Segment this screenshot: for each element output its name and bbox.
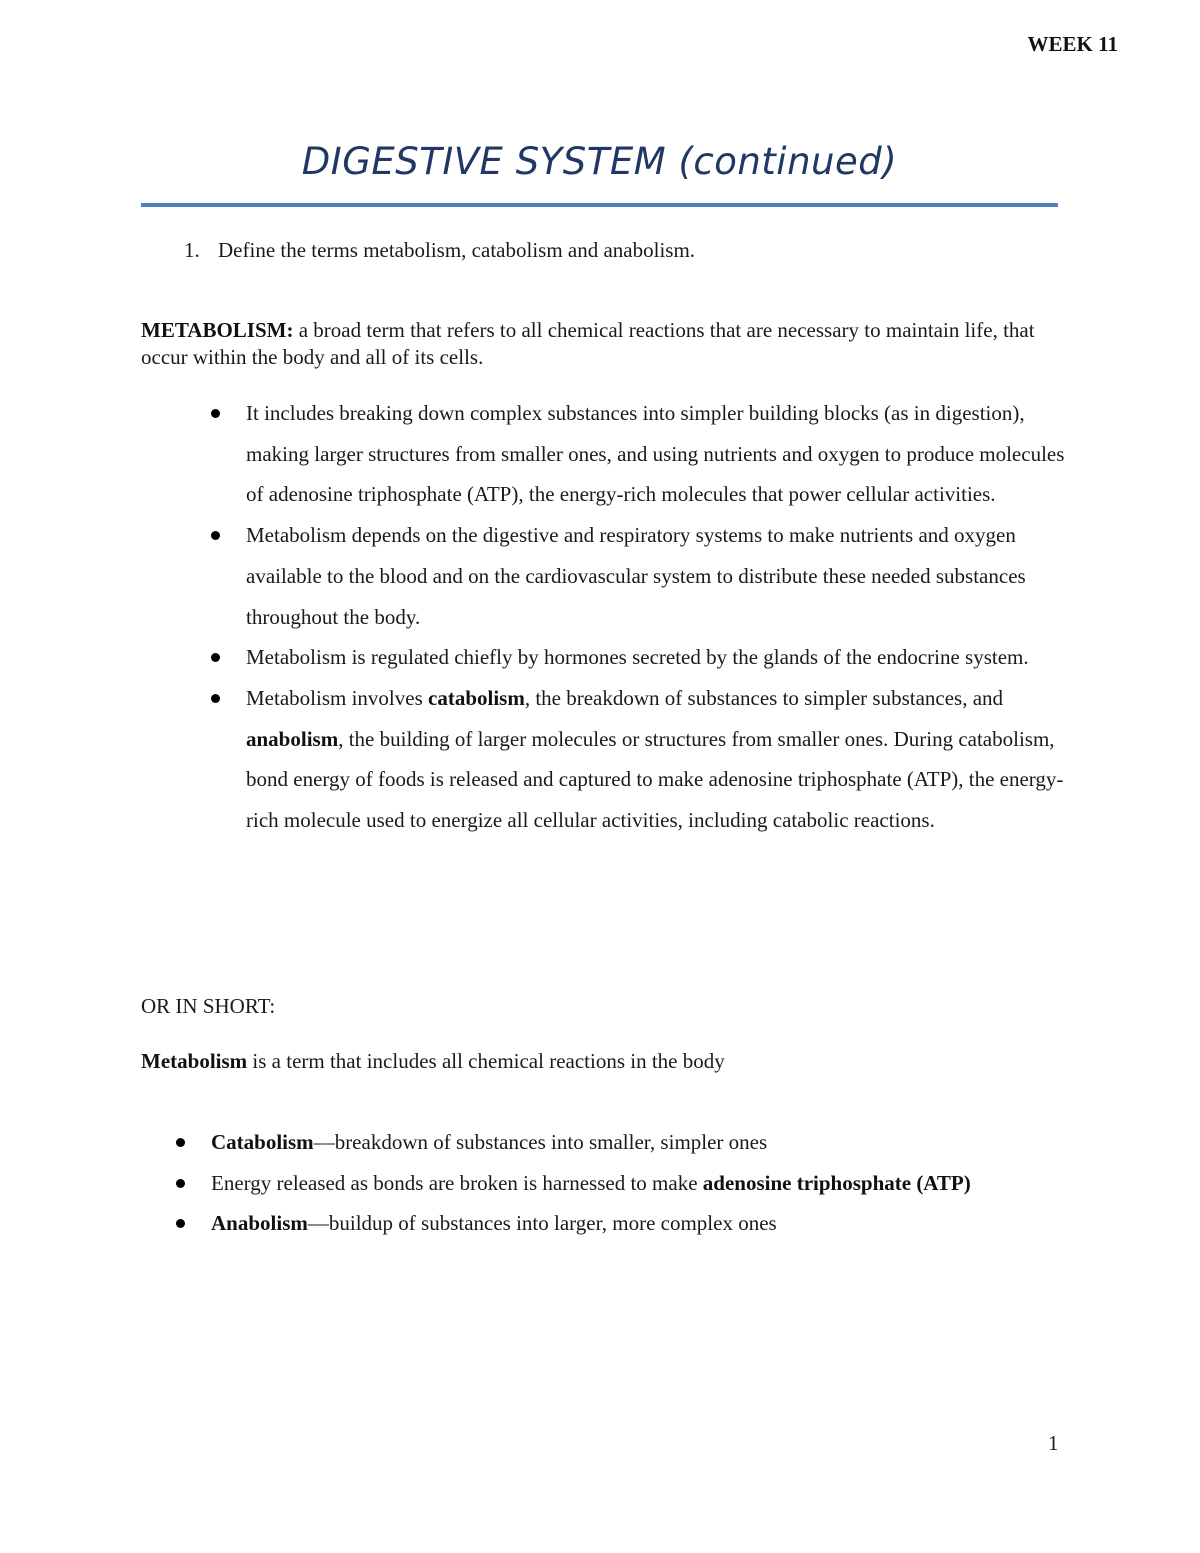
bullet-icon xyxy=(211,531,220,540)
bullet-text-pre: Metabolism involves xyxy=(246,685,428,710)
catabolism-term: catabolism xyxy=(428,685,525,710)
bullet-text-mid: , the breakdown of substances to simpler substances, and xyxy=(524,685,1004,710)
list-item xyxy=(211,393,1071,515)
catabolism-term: Catabolism xyxy=(211,1130,314,1154)
bullet-icon xyxy=(176,1138,185,1147)
list-item xyxy=(211,515,1071,637)
bullet-text: —buildup of substances into larger, more complex ones xyxy=(307,1211,777,1236)
title-underline xyxy=(141,203,1058,207)
list-item xyxy=(176,1163,1036,1204)
bullet-text: It includes breaking down complex substances into simpler building blocks (as in digestion), making larger structures from smaller ones, and using nutrients and oxygen to produce molecules of adenosine triphosphate (ATP), the energy-rich molecules that power cellular activities. xyxy=(246,401,1065,507)
list-item xyxy=(176,1122,1036,1163)
page-title: DIGESTIVE SYSTEM (continued) xyxy=(301,140,898,183)
short-definition xyxy=(141,1049,725,1074)
atp-term: adenosine triphosphate (ATP) xyxy=(702,1170,971,1195)
bullet-icon xyxy=(211,694,220,703)
bullet-icon xyxy=(176,1179,185,1188)
bullet-text: Energy released as bonds are broken is harnessed to make xyxy=(211,1170,703,1195)
bullet-text: Metabolism depends on the digestive and respiratory systems to make nutrients and oxygen available to the blood and on the cardiovascular system to distribute these needed substances throughout the body. xyxy=(246,523,1026,629)
bullet-icon xyxy=(211,653,220,662)
summary-bullet-list xyxy=(176,1122,1036,1244)
anabolism-term: Anabolism xyxy=(211,1211,308,1236)
metabolism-bullet-list xyxy=(211,393,1071,841)
question-item xyxy=(184,238,695,263)
short-definition-text: is a term that includes all chemical reactions in the body xyxy=(247,1049,725,1073)
bullet-text-post: , the building of larger molecules or structures from smaller ones. During catabolism, bond energy of foods is released and captured to make adenosine triphosphate (ATP), the energy-rich molecule used to energize all cellular activities, including catabolic reactions. xyxy=(246,726,1064,833)
question-number: 1. xyxy=(184,238,200,262)
question-text: Define the terms metabolism, catabolism and anabolism. xyxy=(218,238,696,262)
bullet-icon xyxy=(211,409,220,418)
bullet-text: —breakdown of substances into smaller, simpler ones xyxy=(313,1130,768,1154)
page-number: 1 xyxy=(1048,1431,1059,1455)
list-item xyxy=(211,678,1071,841)
list-item xyxy=(176,1203,1036,1244)
metabolism-definition xyxy=(141,317,1071,371)
metabolism-term: METABOLISM: xyxy=(141,318,294,342)
bullet-icon xyxy=(176,1219,185,1228)
list-item xyxy=(211,637,1071,678)
bullet-text: Metabolism is regulated chiefly by hormones secreted by the glands of the endocrine system. xyxy=(246,645,1029,670)
week-header: WEEK 11 xyxy=(1027,32,1118,56)
short-definition-term: Metabolism xyxy=(141,1049,248,1073)
short-summary-label: OR IN SHORT: xyxy=(141,994,276,1018)
metabolism-definition-text: a broad term that refers to all chemical reactions that are necessary to maintain life, that occur within the body and all of its cells. xyxy=(141,318,1035,369)
anabolism-term: anabolism xyxy=(246,726,339,751)
